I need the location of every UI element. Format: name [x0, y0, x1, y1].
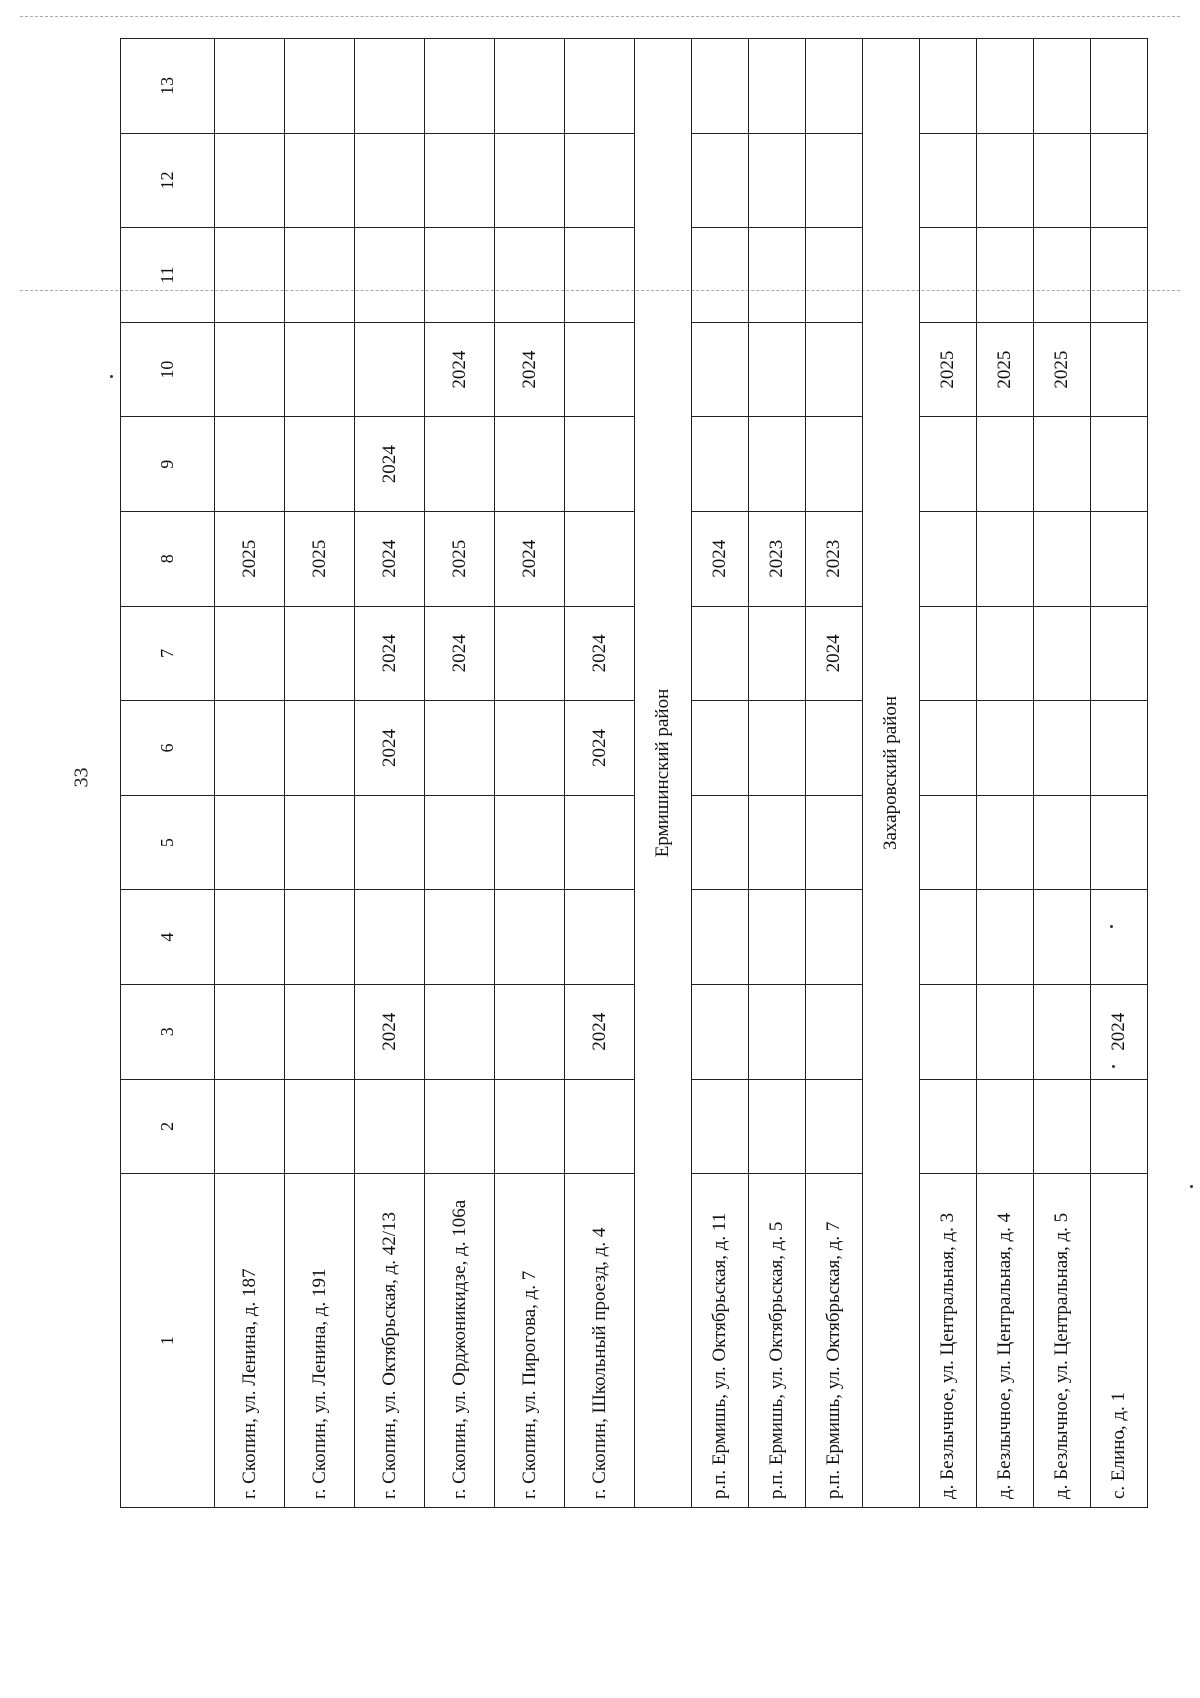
address-cell: г. Скопин, ул. Пирогова, д. 7	[495, 1174, 565, 1508]
year-cell	[355, 890, 425, 985]
year-cell	[806, 984, 863, 1079]
year-cell	[565, 228, 635, 323]
year-cell	[1034, 984, 1091, 1079]
header-cell: 3	[121, 984, 215, 1079]
year-cell: 2024	[425, 322, 495, 417]
year-cell	[565, 39, 635, 134]
header-cell: 5	[121, 795, 215, 890]
year-cell	[749, 795, 806, 890]
year-cell	[425, 984, 495, 1079]
year-cell	[495, 39, 565, 134]
header-cell: 10	[121, 322, 215, 417]
year-cell	[806, 228, 863, 323]
address-cell: р.п. Ермишь, ул. Октябрьская, д. 7	[806, 1174, 863, 1508]
year-cell	[355, 133, 425, 228]
year-cell	[749, 228, 806, 323]
year-cell	[920, 701, 977, 796]
year-cell	[215, 606, 285, 701]
table-row	[920, 39, 977, 1508]
year-cell	[920, 890, 977, 985]
year-cell	[692, 984, 749, 1079]
year-cell	[215, 795, 285, 890]
year-cell	[285, 417, 355, 512]
header-cell: 7	[121, 606, 215, 701]
year-cell	[425, 1079, 495, 1174]
header-cell: 4	[121, 890, 215, 985]
year-cell	[1034, 606, 1091, 701]
address-cell: р.п. Ермишь, ул. Октябрьская, д. 5	[749, 1174, 806, 1508]
year-cell	[425, 795, 495, 890]
year-cell	[692, 39, 749, 134]
year-cell: 2023	[749, 511, 806, 606]
year-cell: 2024	[692, 511, 749, 606]
address-cell: г. Скопин, ул. Ленина, д. 191	[285, 1174, 355, 1508]
year-cell	[285, 39, 355, 134]
year-cell	[425, 890, 495, 985]
year-cell	[977, 228, 1034, 323]
year-cell	[1034, 1079, 1091, 1174]
year-cell	[425, 228, 495, 323]
year-cell: 2024	[355, 984, 425, 1079]
header-cell: 6	[121, 701, 215, 796]
year-cell	[692, 701, 749, 796]
year-cell	[749, 606, 806, 701]
year-cell	[1091, 417, 1148, 512]
address-cell: г. Скопин, Школьный проезд, д. 4	[565, 1174, 635, 1508]
year-cell	[1091, 322, 1148, 417]
year-cell: 2025	[285, 511, 355, 606]
year-cell: 2024	[355, 701, 425, 796]
year-cell	[1034, 795, 1091, 890]
year-cell: 2024	[565, 984, 635, 1079]
year-cell	[977, 984, 1034, 1079]
region-row	[863, 39, 920, 1508]
year-cell	[806, 1079, 863, 1174]
page-number: 33	[70, 767, 93, 788]
year-cell	[565, 322, 635, 417]
year-cell	[977, 701, 1034, 796]
year-cell	[806, 795, 863, 890]
year-cell	[495, 701, 565, 796]
year-cell	[565, 890, 635, 985]
year-cell	[425, 39, 495, 134]
year-cell	[806, 133, 863, 228]
year-cell	[285, 795, 355, 890]
year-cell	[977, 795, 1034, 890]
address-cell: г. Скопин, ул. Орджоникидзе, д. 106а	[425, 1174, 495, 1508]
year-cell	[977, 606, 1034, 701]
year-cell	[749, 1079, 806, 1174]
year-cell	[425, 417, 495, 512]
table-row	[1091, 39, 1148, 1508]
year-cell: 2025	[215, 511, 285, 606]
year-cell	[920, 795, 977, 890]
year-cell	[977, 39, 1034, 134]
year-cell	[977, 890, 1034, 985]
year-cell: 2025	[977, 322, 1034, 417]
region-label: Захаровский район	[863, 39, 920, 1508]
year-cell	[806, 322, 863, 417]
year-cell: 2024	[806, 606, 863, 701]
year-cell	[692, 606, 749, 701]
year-cell	[977, 417, 1034, 512]
year-cell	[495, 133, 565, 228]
year-cell	[1034, 133, 1091, 228]
year-cell	[749, 322, 806, 417]
year-cell	[425, 133, 495, 228]
table-row	[565, 39, 635, 1508]
table-row	[806, 39, 863, 1508]
year-cell	[495, 795, 565, 890]
year-cell	[806, 701, 863, 796]
year-cell	[1091, 701, 1148, 796]
address-cell: г. Скопин, ул. Ленина, д. 187	[215, 1174, 285, 1508]
year-cell	[920, 984, 977, 1079]
header-row	[121, 39, 215, 1508]
year-cell	[215, 984, 285, 1079]
scan-speck	[1190, 1185, 1193, 1188]
year-cell	[1091, 890, 1148, 985]
address-cell: с. Елино, д. 1	[1091, 1174, 1148, 1508]
year-cell	[1091, 795, 1148, 890]
year-cell	[977, 1079, 1034, 1174]
year-cell: 2025	[425, 511, 495, 606]
year-cell: 2024	[1091, 984, 1148, 1079]
table-row	[425, 39, 495, 1508]
year-cell: 2025	[1034, 322, 1091, 417]
year-cell	[495, 890, 565, 985]
year-cell	[920, 133, 977, 228]
year-cell	[495, 984, 565, 1079]
year-cell	[285, 984, 355, 1079]
address-cell: р.п. Ермишь, ул. Октябрьская, д. 11	[692, 1174, 749, 1508]
address-cell: г. Скопин, ул. Октябрьская, д. 42/13	[355, 1174, 425, 1508]
rotated-table	[120, 38, 1130, 1508]
year-cell: 2024	[495, 511, 565, 606]
region-label: Ермишинский район	[635, 39, 692, 1508]
year-cell	[355, 322, 425, 417]
year-cell	[692, 795, 749, 890]
year-cell	[920, 606, 977, 701]
table-row	[355, 39, 425, 1508]
year-cell	[495, 606, 565, 701]
year-cell	[749, 890, 806, 985]
year-cell	[355, 795, 425, 890]
year-cell	[215, 417, 285, 512]
year-cell	[692, 322, 749, 417]
year-cell	[565, 1079, 635, 1174]
table-row	[1034, 39, 1091, 1508]
header-cell: 1	[121, 1174, 215, 1508]
year-cell	[1091, 39, 1148, 134]
year-cell	[692, 228, 749, 323]
year-cell: 2024	[425, 606, 495, 701]
year-cell: 2024	[355, 417, 425, 512]
year-cell: 2023	[806, 511, 863, 606]
year-cell	[495, 417, 565, 512]
year-cell	[920, 511, 977, 606]
year-cell	[692, 133, 749, 228]
year-cell	[495, 228, 565, 323]
year-cell	[749, 984, 806, 1079]
year-cell	[355, 1079, 425, 1174]
header-cell: 11	[121, 228, 215, 323]
table-row	[495, 39, 565, 1508]
year-cell	[749, 39, 806, 134]
year-cell	[1034, 228, 1091, 323]
year-cell	[285, 1079, 355, 1174]
year-cell	[355, 39, 425, 134]
year-cell	[920, 39, 977, 134]
year-cell	[749, 133, 806, 228]
year-cell	[215, 890, 285, 985]
header-cell: 8	[121, 511, 215, 606]
year-cell	[920, 1079, 977, 1174]
table-row	[977, 39, 1034, 1508]
year-cell	[215, 701, 285, 796]
scan-speck	[110, 375, 113, 378]
year-cell	[565, 511, 635, 606]
year-cell	[749, 701, 806, 796]
year-cell	[920, 228, 977, 323]
data-table	[120, 38, 1148, 1508]
table-row	[215, 39, 285, 1508]
year-cell	[692, 417, 749, 512]
year-cell	[565, 133, 635, 228]
year-cell	[1091, 133, 1148, 228]
year-cell	[1034, 701, 1091, 796]
year-cell: 2024	[565, 701, 635, 796]
header-cell: 12	[121, 133, 215, 228]
header-cell: 13	[121, 39, 215, 134]
year-cell: 2024	[565, 606, 635, 701]
year-cell	[215, 1079, 285, 1174]
scan-edge-top	[20, 16, 1180, 17]
header-cell: 2	[121, 1079, 215, 1174]
year-cell	[285, 606, 355, 701]
address-cell: д. Безлычное, ул. Центральная, д. 4	[977, 1174, 1034, 1508]
year-cell	[215, 133, 285, 228]
year-cell	[215, 39, 285, 134]
year-cell	[565, 417, 635, 512]
year-cell	[977, 133, 1034, 228]
table-row	[692, 39, 749, 1508]
year-cell: 2024	[495, 322, 565, 417]
year-cell	[215, 322, 285, 417]
year-cell	[285, 133, 355, 228]
region-row	[635, 39, 692, 1508]
year-cell	[1034, 39, 1091, 134]
year-cell: 2025	[920, 322, 977, 417]
year-cell	[749, 417, 806, 512]
table-row	[285, 39, 355, 1508]
year-cell	[1091, 606, 1148, 701]
year-cell	[806, 417, 863, 512]
year-cell	[1034, 890, 1091, 985]
year-cell	[692, 890, 749, 985]
year-cell	[285, 701, 355, 796]
address-cell: д. Безлычное, ул. Центральная, д. 5	[1034, 1174, 1091, 1508]
year-cell	[977, 511, 1034, 606]
year-cell	[1091, 228, 1148, 323]
year-cell	[285, 322, 355, 417]
year-cell	[1091, 511, 1148, 606]
year-cell	[806, 890, 863, 985]
year-cell	[1034, 511, 1091, 606]
address-cell: д. Безлычное, ул. Центральная, д. 3	[920, 1174, 977, 1508]
year-cell	[215, 228, 285, 323]
header-cell: 9	[121, 417, 215, 512]
year-cell	[565, 795, 635, 890]
year-cell	[285, 890, 355, 985]
year-cell	[425, 701, 495, 796]
year-cell: 2024	[355, 511, 425, 606]
year-cell: 2024	[355, 606, 425, 701]
year-cell	[495, 1079, 565, 1174]
table-row	[749, 39, 806, 1508]
year-cell	[1034, 417, 1091, 512]
year-cell	[285, 228, 355, 323]
year-cell	[920, 417, 977, 512]
year-cell	[355, 228, 425, 323]
year-cell	[1091, 1079, 1148, 1174]
year-cell	[692, 1079, 749, 1174]
year-cell	[806, 39, 863, 134]
